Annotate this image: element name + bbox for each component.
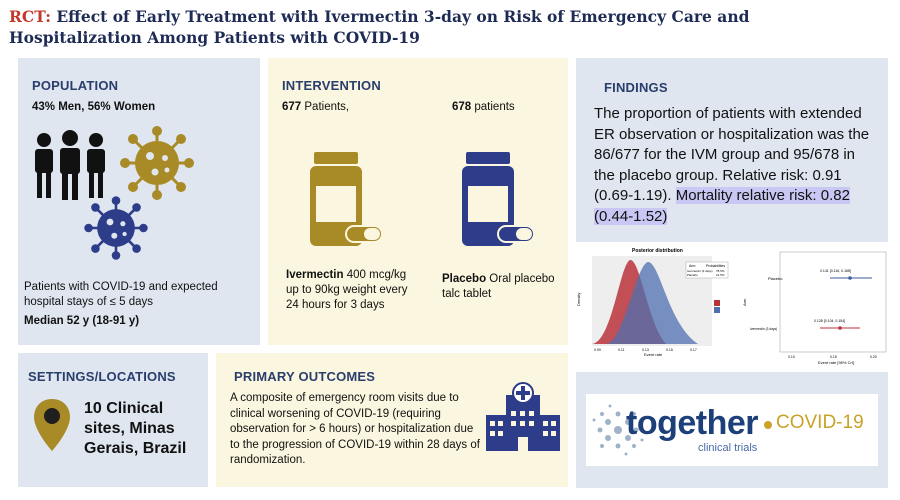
intervention-heading: INTERVENTION <box>282 78 381 93</box>
placebo-description <box>442 272 562 302</box>
posterior-title: Posterior distribution <box>632 248 683 254</box>
ivm-description <box>286 268 412 313</box>
hospital-icon <box>484 381 562 451</box>
settings-panel <box>18 353 208 487</box>
logo-dot <box>764 421 772 429</box>
logo-sub: clinical trials <box>698 442 758 454</box>
posterior-table-row2-prob: 21.5% <box>716 273 725 277</box>
findings-text <box>594 104 880 227</box>
findings-heading: FINDINGS <box>604 80 668 95</box>
forest-axis-label: Arm <box>742 298 747 306</box>
ivm-name: Ivermectin <box>286 269 344 281</box>
logo-suffix: COVID-19 <box>776 412 864 433</box>
posterior-table-row1-prob: 78.5% <box>716 269 725 273</box>
population-panel <box>18 58 260 345</box>
mortality-text: Mortality relative risk: 0.82 (0.44-1.52) <box>594 187 850 225</box>
outcomes-panel <box>216 353 568 487</box>
posterior-xtick-2: 0.13 <box>642 348 649 352</box>
pill-bottle-icon-placebo <box>458 150 538 250</box>
placebo-desc: Oral placebo talc tablet <box>442 273 555 300</box>
population-gender: 43% Men, 56% Women <box>32 101 156 113</box>
forest-xtick-1: 0.15 <box>830 355 837 359</box>
ivm-count: 677 <box>282 101 302 113</box>
logo-panel <box>576 372 888 488</box>
posterior-xtick-0: 0.09 <box>594 348 601 352</box>
findings-panel <box>576 58 888 242</box>
population-description: Patients with COVID-19 and expected hospital stays of ≤ 5 days <box>24 281 218 308</box>
intervention-panel <box>268 58 568 345</box>
forest-point-placebo <box>848 276 852 280</box>
page-title <box>9 6 889 48</box>
title-prefix: RCT: <box>9 7 51 26</box>
posterior-chart <box>576 244 736 358</box>
forest-xlabel: Event rate [95% CrI] <box>818 360 855 365</box>
title-line1: Effect of Early Treatment with Ivermectin 3-day on Risk of Emergency Care and <box>56 7 750 26</box>
placebo-count-suffix: patients <box>471 101 515 113</box>
forest-xtick-0: 0.10 <box>788 355 795 359</box>
pill-bottle-icon <box>306 150 386 250</box>
ivm-count-line <box>282 100 349 115</box>
posterior-xtick-3: 0.15 <box>666 348 673 352</box>
title-line2: Hospitalization Among Patients with COVID-19 <box>9 28 420 47</box>
logo-box <box>586 394 878 466</box>
logo-word: together <box>626 404 758 442</box>
people-icon <box>30 130 110 202</box>
forest-row-label-placebo: Placebo <box>768 276 783 281</box>
posterior-ylabel: Density <box>576 292 581 306</box>
findings-body: The proportion of patients with extended ER observation or hospitalization was the 86/677 for the IVM group and 95/678 in the placebo group. Relative risk: 0.91 (0.69-1.19). <box>594 105 870 204</box>
location-pin-icon <box>32 397 72 453</box>
ivm-count-suffix: Patients, <box>301 101 350 113</box>
outcomes-text: A composite of emergency room visits due to clinical worsening of COVID-19 (requiring observation for > 6 hours) or hospitalization due to the progression of COVID-19 within 28 days of randomization. <box>230 392 480 466</box>
forest-row-label-ivm: Ivermectin (3 days) <box>750 327 778 331</box>
virus-icon <box>122 128 192 198</box>
placebo-name: Placebo <box>442 273 487 285</box>
forest-label-ivm: 0.128 [0.104, 0.154] <box>814 319 846 323</box>
placebo-count: 678 <box>452 101 472 113</box>
population-median: Median 52 y (18-91 y) <box>24 315 140 327</box>
forest-xtick-2: 0.20 <box>870 355 877 359</box>
forest-label-placebo: 0.141 [0.116, 0.168] <box>820 269 851 273</box>
posterior-legend-ivm <box>714 300 720 306</box>
ivm-desc: 400 mcg/kg up to 90kg weight every 24 hours for 3 days <box>286 269 408 311</box>
placebo-count-line <box>452 100 515 115</box>
posterior-table-row1-arm: Ivermectin (3 days) <box>687 269 713 273</box>
virus-icon-blue <box>86 198 146 258</box>
forest-point-ivm <box>838 326 842 330</box>
posterior-xtick-4: 0.17 <box>690 348 697 352</box>
settings-heading: SETTINGS/LOCATIONS <box>28 369 176 384</box>
population-heading: POPULATION <box>32 78 119 93</box>
posterior-table-header-prob: Probabilities <box>706 264 726 268</box>
posterior-xtick-1: 0.11 <box>618 348 625 352</box>
outcomes-heading: PRIMARY OUTCOMES <box>234 369 376 384</box>
forest-chart <box>744 248 890 366</box>
settings-text: 10 Clinical sites, Minas Gerais, Brazil <box>84 400 187 457</box>
posterior-table-header-arm: Arm <box>689 264 696 268</box>
posterior-legend-placebo <box>714 307 720 313</box>
posterior-table-row2-arm: Placebo <box>687 273 698 277</box>
posterior-xlabel: Event rate <box>644 352 663 357</box>
